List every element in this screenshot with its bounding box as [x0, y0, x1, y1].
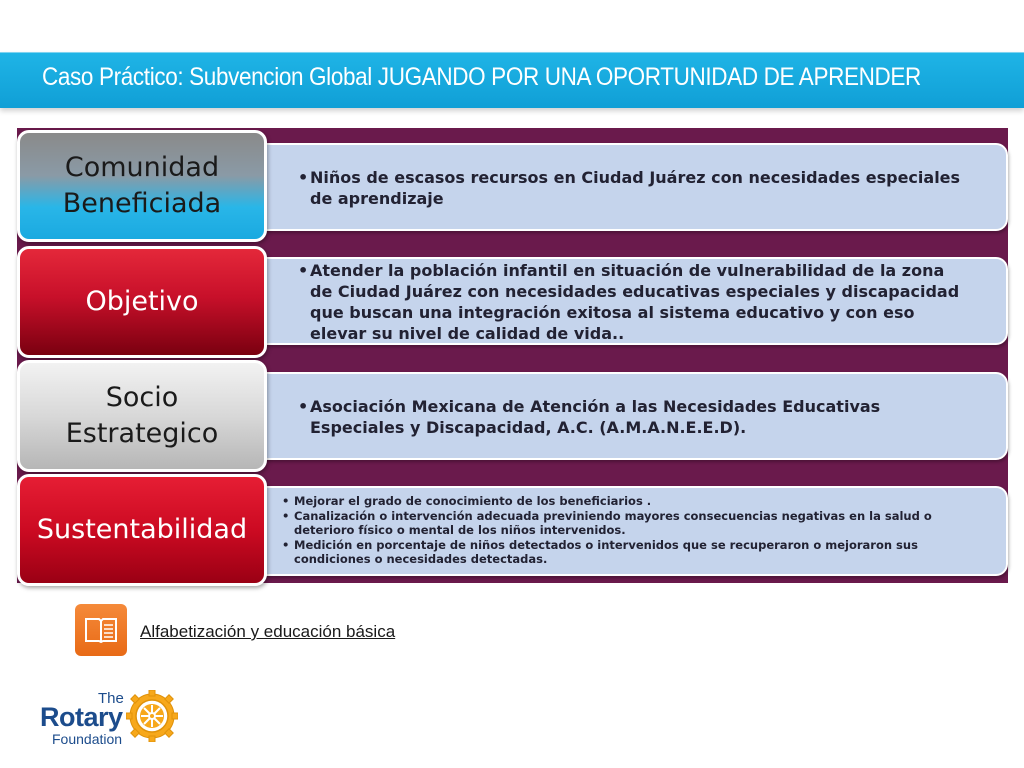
bullet-item: • Canalización o intervención adecuada previniendo mayores consecuencias negativas en la salud o deterioro físico o mental de los niños intervenidos. — [282, 509, 966, 538]
label-objetivo — [17, 246, 267, 358]
row-text-partner — [250, 372, 1008, 460]
label-sustentabilidad — [17, 474, 267, 586]
label-line: Beneficiada — [62, 188, 222, 219]
label-socio-estrategico — [17, 360, 267, 472]
label-line: Comunidad — [64, 152, 220, 183]
title-bar — [0, 52, 1024, 108]
row-text-beneficiaries — [250, 143, 1008, 231]
logo-the: The — [98, 690, 124, 707]
label-text: Objetivo — [85, 286, 199, 317]
label-comunidad-beneficiada — [17, 130, 267, 242]
page-title: Caso Práctico: Subvencion Global JUGANDO POR UNA OPORTUNIDAD DE APRENDER — [42, 63, 921, 91]
bullet-item: • Medición en porcentaje de niños detectados o intervenidos que se recuperaron o mejoraron sus condiciones o necesidades detectadas. — [282, 538, 966, 567]
bullet-item: • Asociación Mexicana de Atención a las Necesidades Educativas Especiales y Discapacidad, A.C. (A.M.A.N.E.E.D). — [298, 396, 966, 438]
label-text: Sustentabilidad — [36, 514, 248, 545]
label-line: Socio — [105, 382, 179, 413]
logo-foundation: Foundation — [52, 731, 123, 747]
label-line: Estrategico — [65, 418, 219, 449]
rotary-foundation-logo — [40, 690, 190, 750]
logo-rotary: Rotary — [40, 702, 123, 732]
row-text-objective — [250, 257, 1008, 345]
bullet-item: • Mejorar el grado de conocimiento de los beneficiarios . — [282, 494, 966, 509]
open-book-icon — [75, 604, 127, 656]
bullet-item: • Atender la población infantil en situación de vulnerabilidad de la zona de Ciudad Juárez con necesidades educativas especiales y discapacidad que buscan una integración exitosa al sistema educativo y con eso elevar su nivel de calidad de vida.. — [298, 260, 966, 344]
rotary-wheel-icon — [126, 690, 178, 742]
row-text-sustainability — [250, 486, 1008, 576]
bullet-item: • Niños de escasos recursos en Ciudad Juárez con necesidades especiales de aprendizaje — [298, 167, 966, 209]
literacy-education-link[interactable]: Alfabetización y educación básica — [140, 622, 396, 641]
